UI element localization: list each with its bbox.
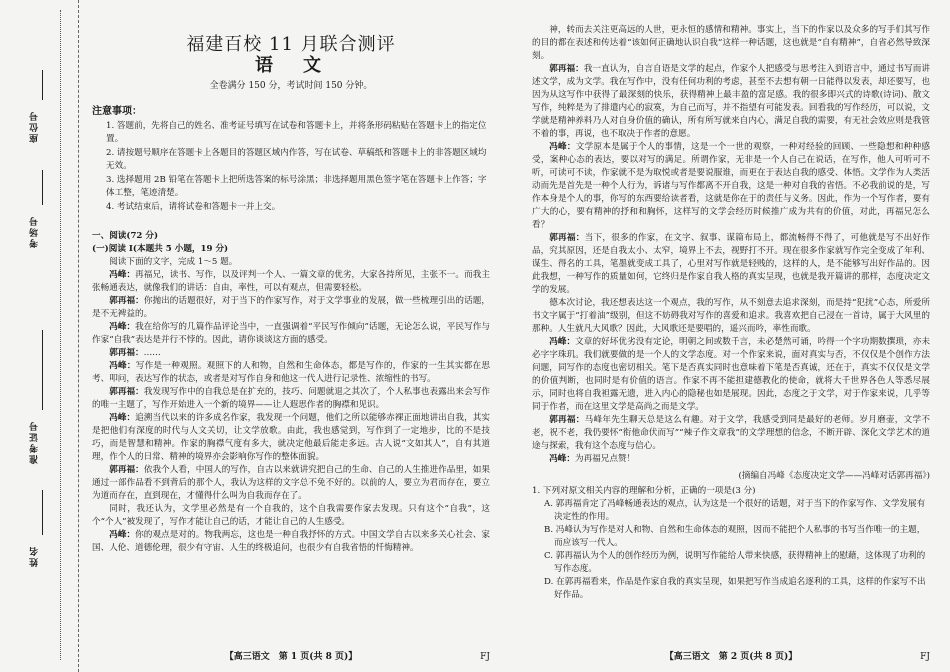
speech-text: 文学原本是属于个人的事情，这是一个一世的观察，一种对经验的回顾、一些隐想和种种感受，案种心态的表达，要以对写的满足。所谓作家，无非是一个人自己在说话，在写作，他人可听可不听，可读可不读，作家就不是为取悦或者是要说服谁，而更在于表达自我的感受、体悟。文学作为人类活动而先是首先是一种个人行为，诉诸与写作都离不开自我，这是一种对自我的省悟。不必我前说的是，写作本身是个人的事，你写的东西要给读者看，这就是你在于的责任与义务。因此，作为一个写作者，要有广大的心，要有精神的抒和和胸怀，这样写的文学会经历时候推广成为共有的价值，对此，再福兄怎么看？ xyxy=(532,142,930,230)
dialogue-paragraph xyxy=(92,412,490,464)
speech-text: 我发现写作中的自我总是在扩充的，技巧、问题就退之其次了，个人私事也表露出来会写作的唯一主题了，写作开始进入一个新的境界——让人遐思作者的胸襟和见识。 xyxy=(92,387,490,410)
option-c: C. 郭再福认为个人的创作经历为例，说明写作能给人带来快感，获得精神上的慰藉，这体现了功利的写作态度。 xyxy=(544,551,926,574)
dialogue-paragraph xyxy=(532,297,930,336)
speaker-name: 郭再福： xyxy=(549,64,584,74)
speech-text: 文章的好坏优劣没有定论，明朝之间或数千言，未必楚然可诵，吟得一个字功期数撰琐，亦未必字字珠玑。我们就要做的是一个人的文学态度。对一个作家来说，面对真实与否，不仅仅是个创作方法问题，同写作的态度也密切相关。笔下是否真实同时也意味着下笔是否真诚，还在于，真实不仅仅是文学的价值判断，也同时是有价值的语言。作家不再不能担建德教化的使命，就将大千世界各色人等悉尽展示，同时也将自我袒露无遗，进入内心的隐秘也如是展现。因此，态度之于文学，对于作家来说，几乎等同于作者，而在这里文学是高尚之而是文学。 xyxy=(532,337,930,412)
speaker-name: 冯峰： xyxy=(109,530,136,540)
speaker-name: 郭再福： xyxy=(549,233,585,243)
speaker-name: 郭再福： xyxy=(109,465,144,475)
name-label: 姓名 xyxy=(30,545,40,567)
dialogue-paragraph xyxy=(92,321,490,347)
speaker-name: 冯峰： xyxy=(549,142,576,152)
subject-title: 语 文 xyxy=(255,55,327,76)
speaker-name: 冯峰： xyxy=(109,322,136,332)
dialogue-paragraph xyxy=(92,347,490,360)
instruction: 阅读下面的文字，完成 1～5 题。 xyxy=(109,257,238,267)
speaker-name: 冯峰： xyxy=(109,270,136,280)
speech-text: 德本次讨论，我还想表达这一个观点，我的写作，从不刻意去追求深刻，而是持“犯扰”心态，所爱所书文字属于“打着油”级别，但这不妨碍我对写作的喜爱和追求。我喜欢把自己浸在一首诗，属于大风里的那种。人生就凡大风歌？因此，大风歌还是要唱的，遥兴而吟，率性而歌。 xyxy=(532,298,930,334)
section-heading: 一、阅读(72 分) xyxy=(92,231,159,241)
dialogue-paragraph xyxy=(532,24,930,63)
speaker-name: 郭再福： xyxy=(109,348,144,358)
seat-line xyxy=(42,70,43,100)
dialogue-right xyxy=(532,24,930,466)
page-footer: 【高三语文 第 2 页(共 8 页)】 xyxy=(664,652,798,662)
exam-title: 福建百校 11 月联合测评 xyxy=(186,34,396,55)
speech-text: 我在给你写的几篇作品评论当中，一直强调着“平民写作倾向”话题，无论怎么说，平民写作与作家“自我”表达是并行不悖的。因此，请你谈谈这方面的感受。 xyxy=(92,322,490,345)
notice-heading: 注意事项： xyxy=(92,106,142,117)
dialogue-paragraph xyxy=(92,464,490,503)
dialogue-paragraph xyxy=(532,141,930,232)
speech-text: 追溯当代以来的许多成名作家，我发现一个问题，他们之所以能够赤裸正面地讲出自我，其实是把他们有深度的时代与人文关切，让文学放歌。由此，我也感觉到，写作到了一定地步，比的不是技巧，而是智慧和精神。作家的胸襟气度有多大，就决定他最后能走多远。古人说“文如其人”，自有其道理，作个人的日常、精神的境界亦会影响你写作的整体面貌。 xyxy=(92,413,490,462)
notice-item: 3. 选择题用 2B 铅笔在答题卡上把所选答案的标号涂黑；非选择题用黑色签字笔在答题卡上作答；字体工整，笔迹清楚。 xyxy=(106,175,487,198)
dialogue-paragraph xyxy=(532,336,930,414)
binding-margin xyxy=(0,0,79,672)
region-mark: FJ xyxy=(920,652,930,662)
source-citation: (摘编自冯峰《态度决定文学——冯峰对话郭再福》) xyxy=(738,471,930,481)
dialogue-paragraph xyxy=(532,63,930,141)
notice-item: 4. 考试结束后，请将试卷和答题卡一并上交。 xyxy=(106,202,281,212)
speech-text: 写作是一种观照。观照下的人和物，自然和生命体态，都是写作的，作家的一生其实都在思考、叩问，表达写作的状态，或者是对写作自身和他这一代人进行记录性、浓缩性的书写。 xyxy=(92,361,490,384)
exam-info: 全卷满分 150 分，考试时间 150 分钟。 xyxy=(209,81,373,91)
name-line xyxy=(42,490,43,535)
dialogue-paragraph xyxy=(532,414,930,453)
region-mark: FJ xyxy=(480,652,490,662)
speech-text: 你抛出的话题很好，对于当下的作家写作，对于文学事业的发展，做一些梳理引出的话题，是不无裨益的。 xyxy=(92,296,490,319)
speech-text: 依我个人看，中国人的写作，自古以来就讲究把自己的生命、自己的人生推进作品里，如果通过一部作品看不到背后的那个人，我认为这样的文字总不免不好的。以前的人，要立为君而存在，要立为道而存在，直到现在，才懂得什么叫为自我而存在了。 xyxy=(92,465,490,501)
ticket-no-line xyxy=(42,330,43,410)
speaker-name: 冯峰： xyxy=(109,413,136,423)
page-2 xyxy=(532,24,930,662)
exam-room-label: 考场号 xyxy=(30,215,40,248)
speaker-name: 冯峰： xyxy=(549,454,575,464)
page-1 xyxy=(92,24,490,662)
speaker-name: 郭再福： xyxy=(109,387,144,397)
dialogue-paragraph xyxy=(92,386,490,412)
dialogue-paragraph xyxy=(92,503,490,529)
notice-item: 1. 答题前，先将自己的姓名、准考证号填写在试卷和答题卡上，并将条形码粘贴在答题卡上的指定位置。 xyxy=(106,121,487,144)
speaker-name: 郭再福： xyxy=(549,415,585,425)
question-1: 1. 下列对原文相关内容的理解和分析，正确的一项是(3 分) xyxy=(532,486,756,496)
dialogue-paragraph xyxy=(92,295,490,321)
option-d: D. 在郭再福看来，作品是作家自我的真实呈现，如果把写作当成追名逐利的工具，这样的作家写不出好作品。 xyxy=(544,577,926,600)
speech-text: 再福兄，读书、写作，以及评判一个人、一篇文章的优劣，大家各持所见，主张不一。而我主张畅通表达，就像我们的讲话：自由，率性，可以有观点，但需要轻松。 xyxy=(92,270,490,293)
seat-label: 座位号 xyxy=(30,110,40,143)
seal-line xyxy=(60,10,61,660)
speech-text: 同时，我还认为，文学里必然是有一个自我的，这个自我需要作家去发现。只有这个“自我”，这个“个人”被发现了，写作才能让自己的话，才能让自己的人生感受。 xyxy=(92,504,490,527)
speaker-name: 冯峰： xyxy=(109,361,136,371)
speaker-name: 郭再福： xyxy=(109,296,144,306)
notice-item: 2. 请按题号顺序在答题卡上各题目的答题区域内作答，写在试卷、草稿纸和答题卡上的非答题区域均无效。 xyxy=(106,148,487,171)
speech-text: …… xyxy=(143,348,161,358)
page-footer: 【高三语文 第 1 页(共 8 页)】 xyxy=(224,652,358,662)
speech-text: 你的观点是对的。物我两忘，这也是一种自我抒怀的方式。中国文学自古以来多关心社会、家国、人伦、道德伦理，很少有守宙、人生的终极追问，也很少有自我省悟的忏悔精神。 xyxy=(92,530,490,553)
dialogue-paragraph xyxy=(92,529,490,555)
dialogue-paragraph xyxy=(532,232,930,297)
option-b: B. 冯峰认为写作是对人和物、自然和生命体态的观照，因而不能把个人私事的书写当作唯一的主题，而应该写一代人。 xyxy=(544,525,926,548)
speaker-name: 冯峰： xyxy=(549,337,576,347)
speech-text: 神，转而去关注更高远的人世，更永恒的感情和精神。事实上，当下的作家以及众多的写手们其写作的目的都在表述和传达着“该如何正确地认识自我”这样一种话题，这也就是“自有精神”，自省必然导致深刻。 xyxy=(532,25,930,61)
speech-text: 我一直认为，自言自语是文学的起点，作家个人把感受与思考注入到语言中，通过书写而讲述文学，成为文学。我在写作中，没有任何功利的考虑，甚至不去想有朝一日能得以发表，却还要写，也因为从这写作中获得了最深刻的快乐，获得精神上最丰盈的富足感。我的很多即兴式的诗歌(诗词)、散文写作，纯粹是为了排遣内心的寂寞，为自己而写，并不指望有可能发表。回看我的写作经历，可以说，文学就是精神养料乃人对自身价值的确认，所有所写就来自内心，满足自我的需要，有无社会效应则是我管不着的事，再说，也不取决于作者的意愿。 xyxy=(532,64,930,139)
speech-text: 为再福兄点赞！ xyxy=(574,454,636,464)
dialogue-paragraph xyxy=(92,360,490,386)
subsection-heading: (一)阅读 I(本题共 5 小题，19 分) xyxy=(92,244,229,254)
exam-room-line xyxy=(42,170,43,205)
speech-text: 当下，很多的作家，在文字、叙事、谋篇布局上，都流畅得不得了，可他就是写不出好作品，究其原因，还是自我太小、太窄，境界上不去，视野打不开。现在很多作家就写作完全变成了年利、谋生、得名的工具，笔墨就变成工具了，心里对写作就是轻贱的，这样的人，是不能够写出好作品的。因此我想，一种写作的质量如何，它终归是作家自我人格的真实呈现，也就是我开篇讲的那样，态度决定文学的发展。 xyxy=(532,233,930,295)
option-a: A. 郭再福肯定了冯峰畅通表达的观点，认为这是一个很好的话题，对于当下的作家写作、文学发展有决定性的作用。 xyxy=(544,499,926,522)
dialogue-paragraph xyxy=(532,453,930,466)
ticket-no-label: 准考证号 xyxy=(30,420,40,464)
speech-text: 马峰年先生聊天总是这么有趣。对于文学，我感受到同是最好的老师。岁月磨壶，文学不老，祝不老，我仍要怀“衔他命伏而写”“辣子作文章我”的文学理想的信念，不断开辟、深化文学艺术的道途与探索，我有这个态度与信心。 xyxy=(532,415,930,451)
dialogue-left xyxy=(92,269,490,555)
dialogue-paragraph xyxy=(92,269,490,295)
